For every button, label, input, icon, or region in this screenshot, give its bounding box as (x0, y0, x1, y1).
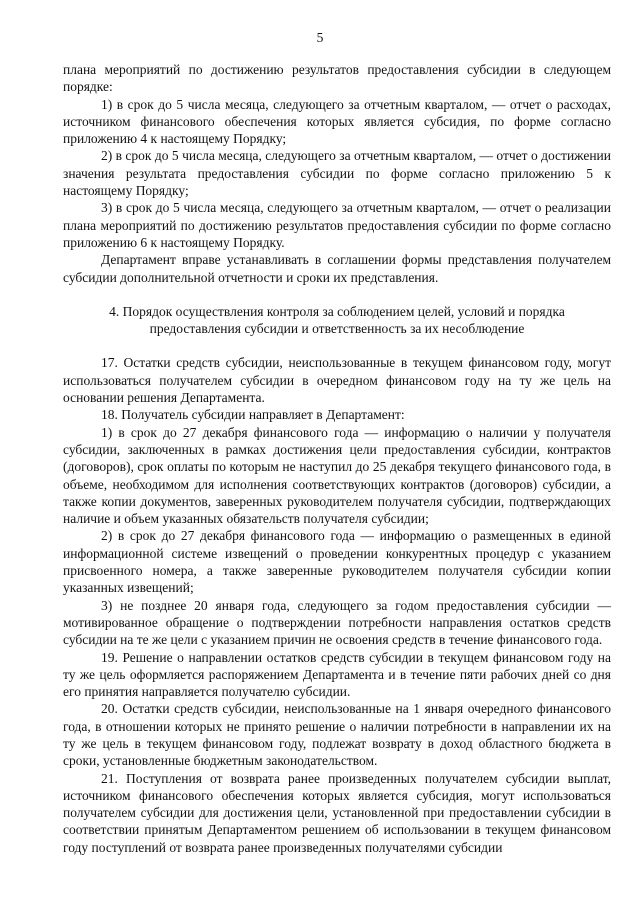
section-heading (63, 303, 611, 338)
section-heading-line-2: предоставления субсидии и ответственность за их несоблюдение (149, 321, 525, 337)
paragraph-21: 21. Поступления от возврата ранее произведенных получателем субсидии выплат, источником финансового обеспечения которых является субсидия, могут использоваться получателем субсидии для достижения цели, установленной при предоставлении субсидии в соответствии принятым Департаментом решением об использовании в текущем финансовом году поступлений от возврата ранее произведенных получателями субсидии (63, 770, 611, 855)
paragraph-item-1: 1) в срок до 5 числа месяца, следующего за отчетным кварталом, — отчет о расходах, источником финансового обеспечения которых является субсидия, по форме согласно приложению 4 к настоящему Порядку; (63, 96, 611, 147)
paragraph-18-item-1: 1) в срок до 27 декабря финансового года — информацию о наличии у получателя субсидии, заключенных в рамках достижения цели предоставления субсидии, контрактов (договоров), срок оплаты по которым не наступил до 25 декабря текущего финансового года, в объеме, необходимом для исполнения соответствующих контрактов (договоров) субсидии, а также копии документов, заверенных руководителем получателя субсидии, подтверждающих наличие и объем указанных обязательств получателя субсидии; (63, 424, 611, 527)
paragraph-department-rights: Департамент вправе устанавливать в соглашении формы представления получателем субсидии дополнительной отчетности и сроки их представления. (63, 252, 611, 285)
document-body (63, 61, 611, 856)
page-number: 5 (316, 30, 324, 45)
paragraph-18-item-3: 3) не позднее 20 января года, следующего за годом предоставления субсидии — мотивированное обращение о подтверждении потребности направления остатков средств субсидии на те же цели с указанием причин не освоения средств в течение финансового года. (63, 597, 611, 648)
paragraph-18-item-2: 2) в срок до 27 декабря финансового года — информацию о размещенных в единой информационной системе извещений о проведении конкурентных процедур с указанием присвоенного номера, а также заверенные руководителем получателя субсидии копии указанных извещений; (63, 528, 611, 596)
paragraph-19: 19. Решение о направлении остатков средств субсидии в текущем финансовом году на ту же цель оформляется распоряжением Департамента и в течение пяти рабочих дней со дня его принятия направляется получателю субсидии. (63, 649, 611, 700)
paragraph-20: 20. Остатки средств субсидии, неиспользованные на 1 января очередного финансового года, в отношении которых не принято решение о наличии потребности в направлении их на ту же цель в текущем финансовом году, подлежат возврату в доход областного бюджета в сроки, установленные бюджетным законодательством. (63, 701, 611, 769)
paragraph-17: 17. Остатки средств субсидии, неиспользованные в текущем финансовом году, могут использоваться получателем субсидии в очередном финансовом году на ту же цель на основании решения Департамента. (63, 355, 611, 406)
section-heading-line-1: 4. Порядок осуществления контроля за соблюдением целей, условий и порядка (109, 303, 565, 319)
paragraph-18: 18. Получатель субсидии направляет в Департамент: (101, 407, 405, 423)
paragraph-item-2: 2) в срок до 5 числа месяца, следующего за отчетным кварталом, — отчет о достижении значения результата предоставления субсидии по форме согласно приложению 5 к настоящему Порядку; (63, 148, 611, 199)
paragraph-item-3: 3) в срок до 5 числа месяца, следующего за отчетным кварталом, — отчет о реализации плана мероприятий по достижению результатов предоставления субсидии по форме согласно приложению 6 к настоящему Порядку. (63, 200, 611, 250)
paragraph-continuation: плана мероприятий по достижению результатов предоставления субсидии в следующем порядке: (63, 62, 611, 95)
